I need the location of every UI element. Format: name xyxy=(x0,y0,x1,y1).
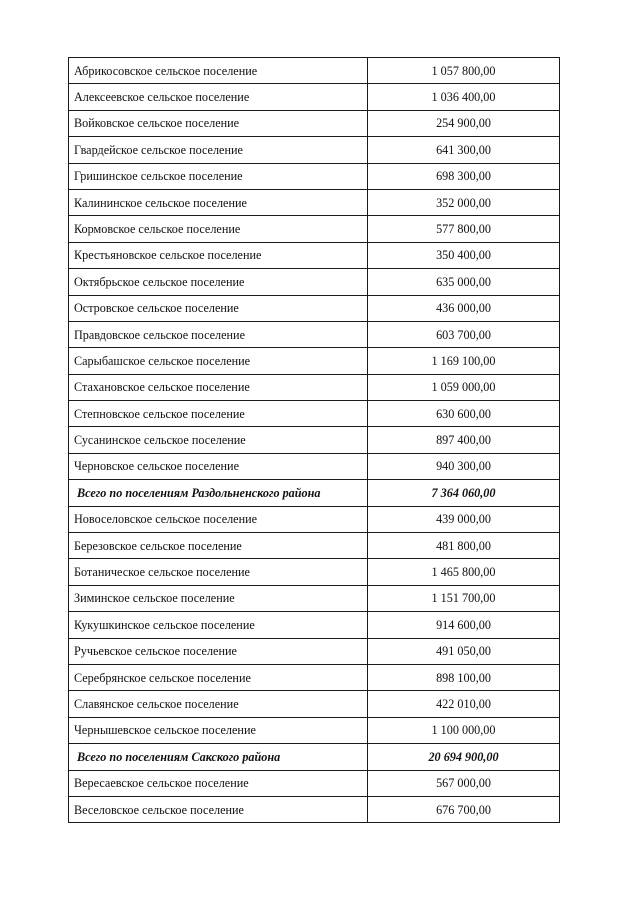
settlement-name-cell: Крестьяновское сельское поселение xyxy=(69,242,368,268)
amount-cell: 350 400,00 xyxy=(368,242,560,268)
amount-cell: 481 800,00 xyxy=(368,533,560,559)
district-total-label: Всего по поселениям Раздольненского района xyxy=(69,480,368,506)
amount-cell: 1 057 800,00 xyxy=(368,58,560,84)
table-row xyxy=(69,717,560,743)
table-row xyxy=(69,796,560,822)
table-row xyxy=(69,533,560,559)
amount-cell: 567 000,00 xyxy=(368,770,560,796)
amount-cell: 940 300,00 xyxy=(368,453,560,479)
settlement-name-cell: Октябрьское сельское поселение xyxy=(69,269,368,295)
amount-cell: 603 700,00 xyxy=(368,321,560,347)
amount-cell: 1 059 000,00 xyxy=(368,374,560,400)
amount-cell: 630 600,00 xyxy=(368,401,560,427)
amount-cell: 698 300,00 xyxy=(368,163,560,189)
table-row xyxy=(69,163,560,189)
district-total-label: Всего по поселениям Сакского района xyxy=(69,744,368,770)
settlement-name-cell: Гришинское сельское поселение xyxy=(69,163,368,189)
table-row xyxy=(69,585,560,611)
settlement-name-cell: Славянское сельское поселение xyxy=(69,691,368,717)
table-row xyxy=(69,137,560,163)
amount-cell: 436 000,00 xyxy=(368,295,560,321)
table-row xyxy=(69,374,560,400)
amount-cell: 635 000,00 xyxy=(368,269,560,295)
table-row xyxy=(69,559,560,585)
amount-cell: 676 700,00 xyxy=(368,796,560,822)
settlement-name-cell: Правдовское сельское поселение xyxy=(69,321,368,347)
table-row xyxy=(69,110,560,136)
table-row xyxy=(69,401,560,427)
settlement-name-cell: Веселовское сельское поселение xyxy=(69,796,368,822)
amount-cell: 897 400,00 xyxy=(368,427,560,453)
amount-cell: 577 800,00 xyxy=(368,216,560,242)
district-total-amount: 20 694 900,00 xyxy=(368,744,560,770)
settlement-name-cell: Чернышевское сельское поселение xyxy=(69,717,368,743)
settlement-name-cell: Сусанинское сельское поселение xyxy=(69,427,368,453)
amount-cell: 641 300,00 xyxy=(368,137,560,163)
table-body xyxy=(69,58,560,823)
settlement-name-cell: Островское сельское поселение xyxy=(69,295,368,321)
settlement-name-cell: Гвардейское сельское поселение xyxy=(69,137,368,163)
district-total-row xyxy=(69,744,560,770)
amount-cell: 914 600,00 xyxy=(368,612,560,638)
settlement-name-cell: Вересаевское сельское поселение xyxy=(69,770,368,796)
amount-cell: 1 036 400,00 xyxy=(368,84,560,110)
district-total-row xyxy=(69,480,560,506)
table-row xyxy=(69,612,560,638)
settlement-name-cell: Степновское сельское поселение xyxy=(69,401,368,427)
settlement-name-cell: Ручьевское сельское поселение xyxy=(69,638,368,664)
table-row xyxy=(69,506,560,532)
table-row xyxy=(69,770,560,796)
settlement-name-cell: Стахановское сельское поселение xyxy=(69,374,368,400)
settlement-name-cell: Кормовское сельское поселение xyxy=(69,216,368,242)
settlement-name-cell: Зиминское сельское поселение xyxy=(69,585,368,611)
settlement-name-cell: Новоселовское сельское поселение xyxy=(69,506,368,532)
settlement-name-cell: Березовское сельское поселение xyxy=(69,533,368,559)
table-row xyxy=(69,664,560,690)
settlements-funding-table xyxy=(68,57,560,823)
table-row xyxy=(69,269,560,295)
amount-cell: 254 900,00 xyxy=(368,110,560,136)
table-row xyxy=(69,58,560,84)
table-row xyxy=(69,321,560,347)
amount-cell: 1 100 000,00 xyxy=(368,717,560,743)
settlement-name-cell: Черновское сельское поселение xyxy=(69,453,368,479)
table-row xyxy=(69,295,560,321)
amount-cell: 1 465 800,00 xyxy=(368,559,560,585)
district-total-amount: 7 364 060,00 xyxy=(368,480,560,506)
settlement-name-cell: Кукушкинское сельское поселение xyxy=(69,612,368,638)
amount-cell: 491 050,00 xyxy=(368,638,560,664)
amount-cell: 1 151 700,00 xyxy=(368,585,560,611)
table-row xyxy=(69,638,560,664)
table-row xyxy=(69,84,560,110)
amount-cell: 439 000,00 xyxy=(368,506,560,532)
settlement-name-cell: Абрикосовское сельское поселение xyxy=(69,58,368,84)
table-row xyxy=(69,189,560,215)
amount-cell: 352 000,00 xyxy=(368,189,560,215)
settlement-name-cell: Калининское сельское поселение xyxy=(69,189,368,215)
table-row xyxy=(69,453,560,479)
table-row xyxy=(69,427,560,453)
settlement-name-cell: Алексеевское сельское поселение xyxy=(69,84,368,110)
table-row xyxy=(69,348,560,374)
table-row xyxy=(69,216,560,242)
amount-cell: 1 169 100,00 xyxy=(368,348,560,374)
amount-cell: 898 100,00 xyxy=(368,664,560,690)
settlement-name-cell: Войковское сельское поселение xyxy=(69,110,368,136)
settlement-name-cell: Ботаническое сельское поселение xyxy=(69,559,368,585)
amount-cell: 422 010,00 xyxy=(368,691,560,717)
table-row xyxy=(69,242,560,268)
settlement-name-cell: Серебрянское сельское поселение xyxy=(69,664,368,690)
settlement-name-cell: Сарыбашское сельское поселение xyxy=(69,348,368,374)
table-row xyxy=(69,691,560,717)
